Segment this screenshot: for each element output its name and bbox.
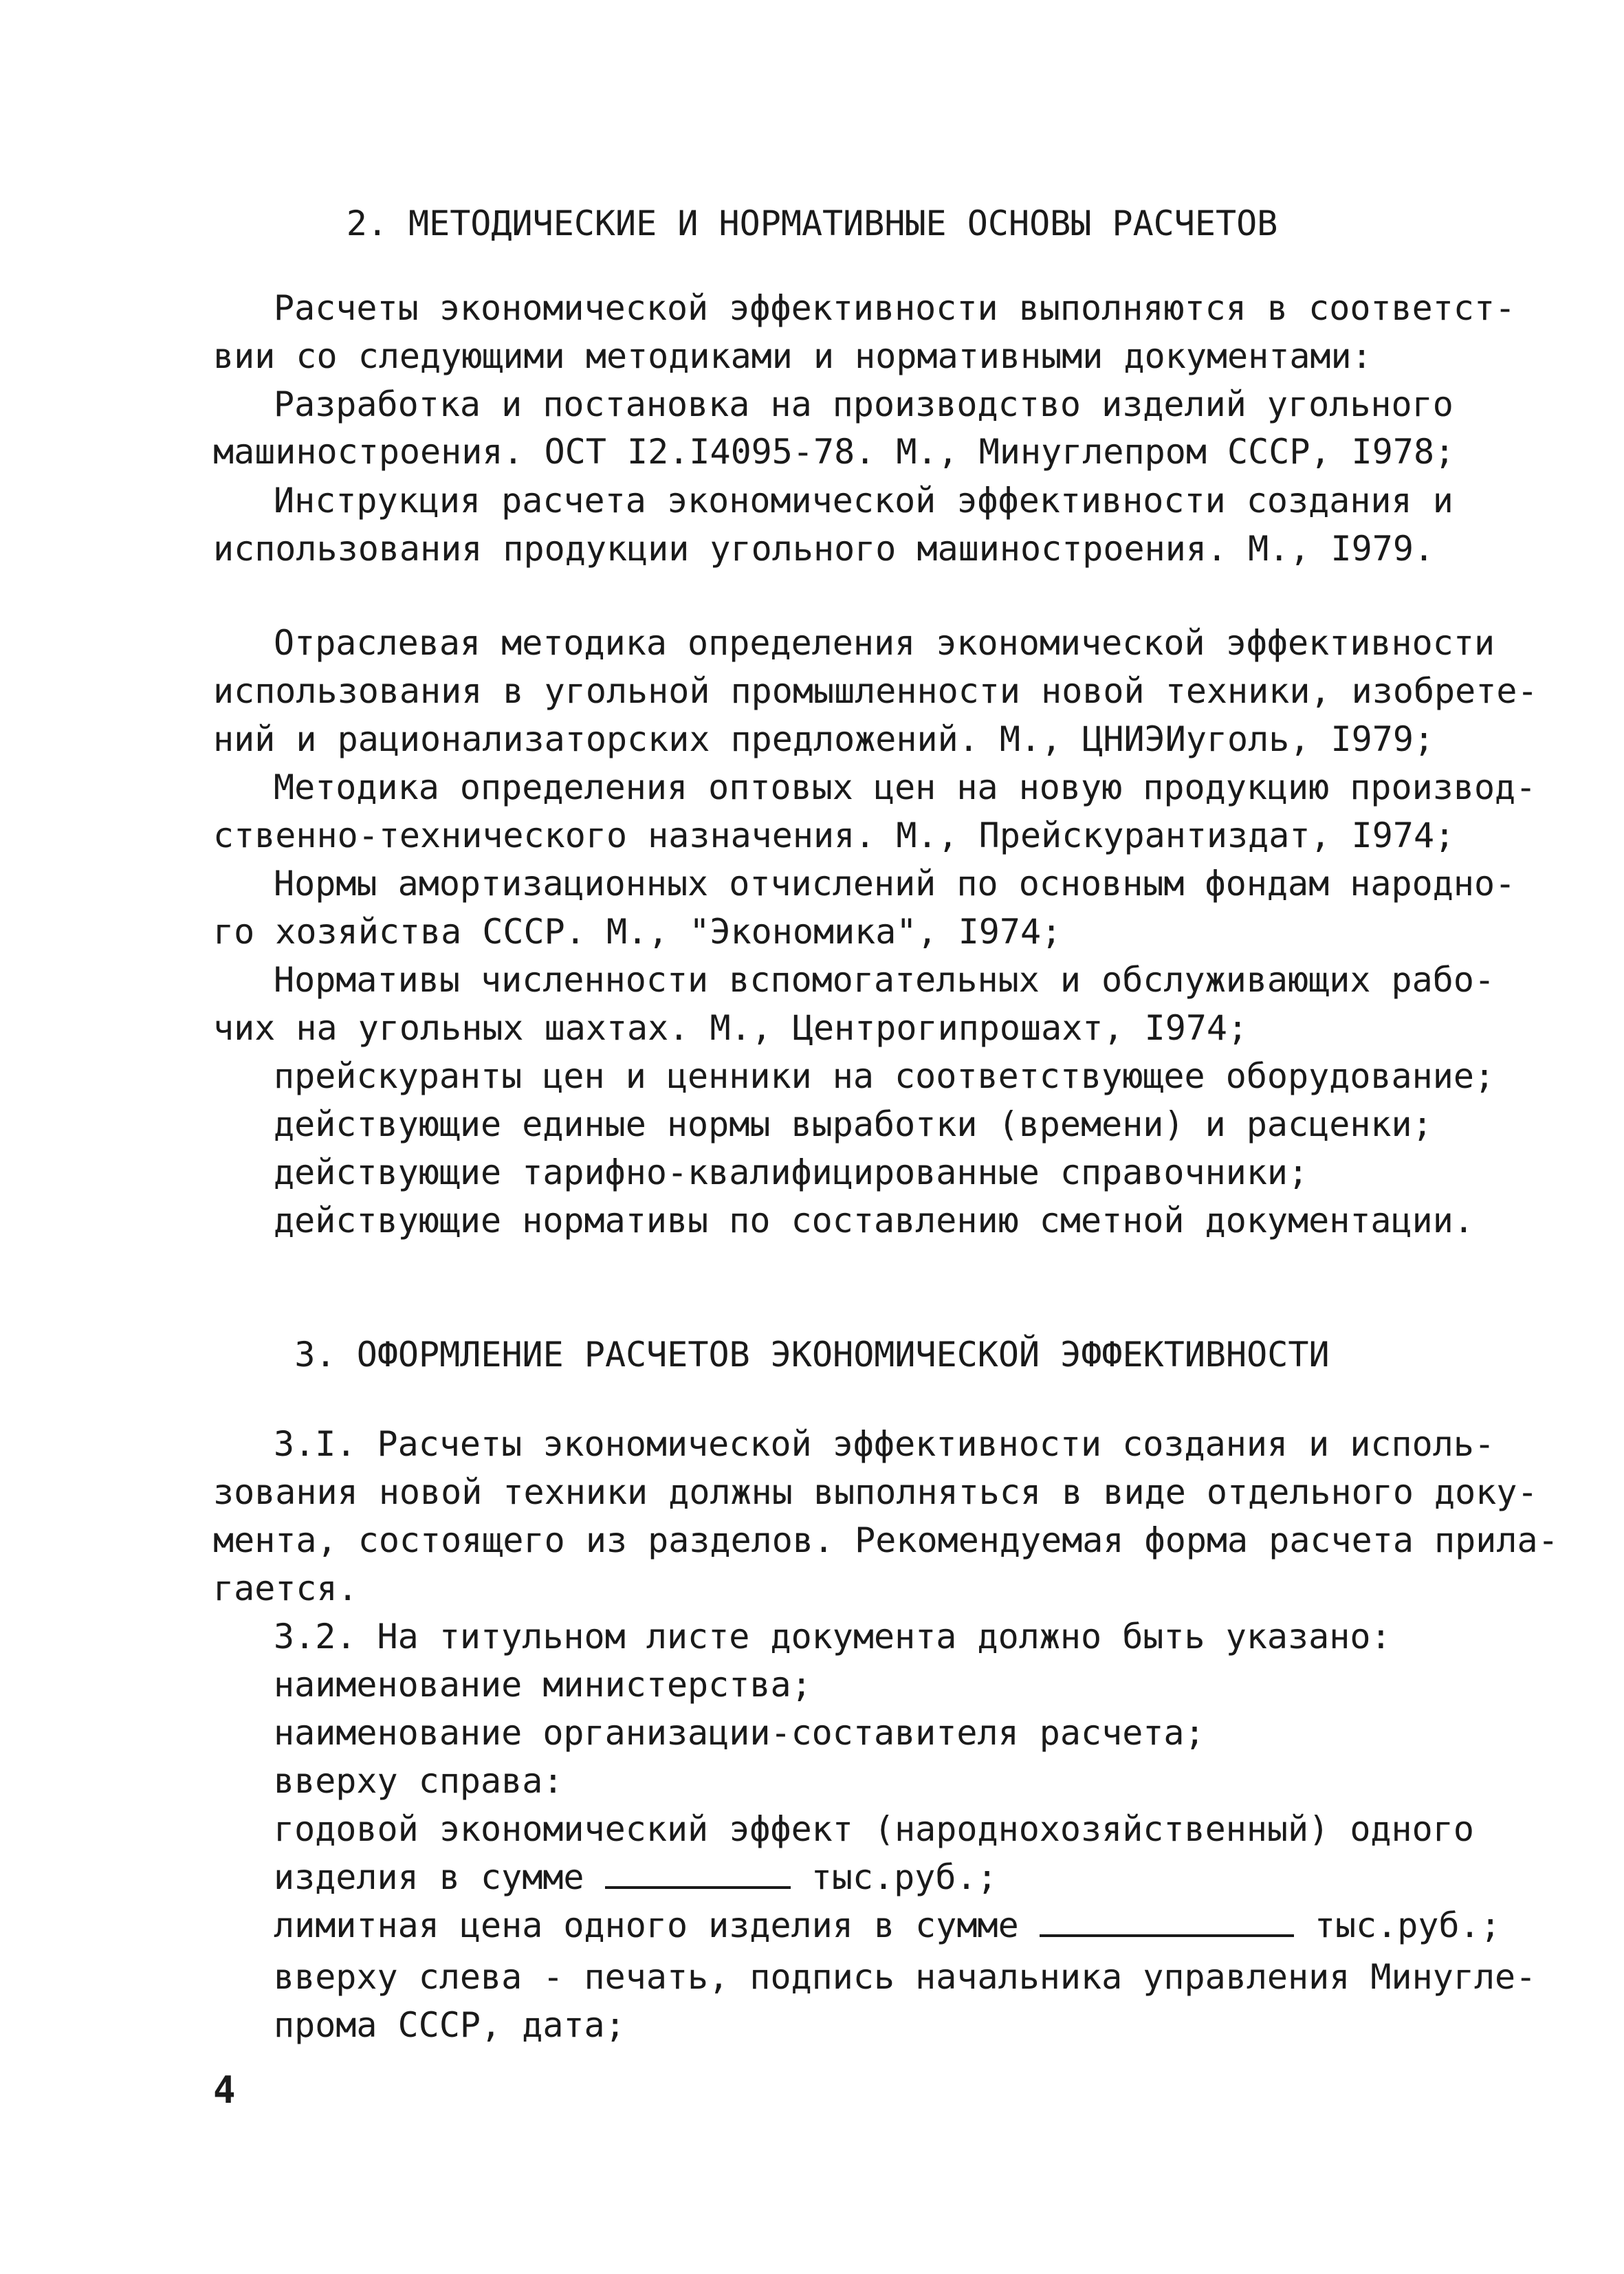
body-line: Расчеты экономической эффективности выполняются в соответст-: [274, 288, 1516, 328]
annual-effect-line: [274, 1853, 998, 1901]
body-line: вверху слева - печать, подпись начальника управления Минугле-: [274, 1957, 1537, 1997]
body-line: Разработка и постановка на производство изделий угольного: [274, 384, 1453, 424]
body-line: действующие нормативы по составлению сметной документации.: [274, 1201, 1474, 1240]
body-line: Инструкция расчета экономической эффективности создания и: [274, 481, 1453, 521]
body-line: Нормы амортизационных отчислений по основным фондам народно-: [274, 864, 1516, 904]
annual-effect-blank: [605, 1856, 791, 1889]
body-line: наименование министерства;: [274, 1665, 812, 1705]
body-line: 3.I. Расчеты экономической эффективности создания и исполь-: [274, 1424, 1495, 1464]
body-line: чих на угольных шахтах. М., Центрогипрошахт, I974;: [213, 1008, 1249, 1048]
body-line: действующие тарифно-квалифицированные справочники;: [274, 1152, 1309, 1192]
body-line: ственно-технического назначения. М., Прейскурантиздат, I974;: [213, 816, 1456, 855]
limit-price-unit: тыс.руб.;: [1293, 1905, 1501, 1945]
body-line: вии со следующими методиками и нормативными документами:: [213, 336, 1372, 376]
body-line: машиностроения. ОСТ I2.I4095-78. М., Минуглепром СССР, I978;: [213, 432, 1456, 472]
page-number: 4: [213, 2068, 236, 2112]
body-line: наименование организации-составителя расчета;: [274, 1713, 1205, 1753]
body-line: Методика определения оптовых цен на новую продукцию производ-: [274, 767, 1537, 807]
annual-effect-text: изделия в сумме: [274, 1857, 605, 1897]
body-line: 3.2. На титульном листе документа должно быть указано:: [274, 1617, 1392, 1657]
body-line: вверху справа:: [274, 1761, 564, 1801]
body-line: гается.: [213, 1568, 358, 1608]
body-line: использования продукции угольного машиностроения. М., I979.: [213, 529, 1435, 569]
body-line: мента, состоящего из разделов. Рекомендуемая форма расчета прила-: [213, 1520, 1559, 1560]
body-line: Нормативы численности вспомогательных и обслуживающих рабо-: [274, 960, 1495, 1000]
body-line: годовой экономический эффект (народнохозяйственный) одного: [274, 1809, 1474, 1849]
body-line: го хозяйства СССР. М., "Экономика", I974;: [213, 912, 1062, 952]
body-line: действующие единые нормы выработки (времени) и расценки;: [274, 1104, 1433, 1144]
body-line: зования новой техники должны выполняться в виде отдельного доку-: [213, 1472, 1538, 1512]
body-line: Отраслевая методика определения экономической эффективности: [274, 623, 1495, 663]
body-line: прома СССР, дата;: [274, 2005, 626, 2045]
section-2-heading: 2. МЕТОДИЧЕСКИЕ И НОРМАТИВНЫЕ ОСНОВЫ РАСЧЕТОВ: [346, 204, 1278, 243]
section-3-heading: 3. ОФОРМЛЕНИЕ РАСЧЕТОВ ЭКОНОМИЧЕСКОЙ ЭФФЕКТИВНОСТИ: [294, 1335, 1330, 1375]
body-line: ний и рационализаторских предложений. М., ЦНИЭИуголь, I979;: [213, 719, 1435, 759]
annual-effect-unit: тыс.руб.;: [790, 1857, 998, 1897]
limit-price-blank: [1040, 1904, 1294, 1937]
body-line: прейскуранты цен и ценники на соответствующее оборудование;: [274, 1056, 1495, 1096]
body-line: использования в угольной промышленности новой техники, изобрете-: [213, 671, 1538, 711]
limit-price-line: [274, 1901, 1501, 1949]
limit-price-text: лимитная цена одного изделия в сумме: [274, 1905, 1040, 1945]
